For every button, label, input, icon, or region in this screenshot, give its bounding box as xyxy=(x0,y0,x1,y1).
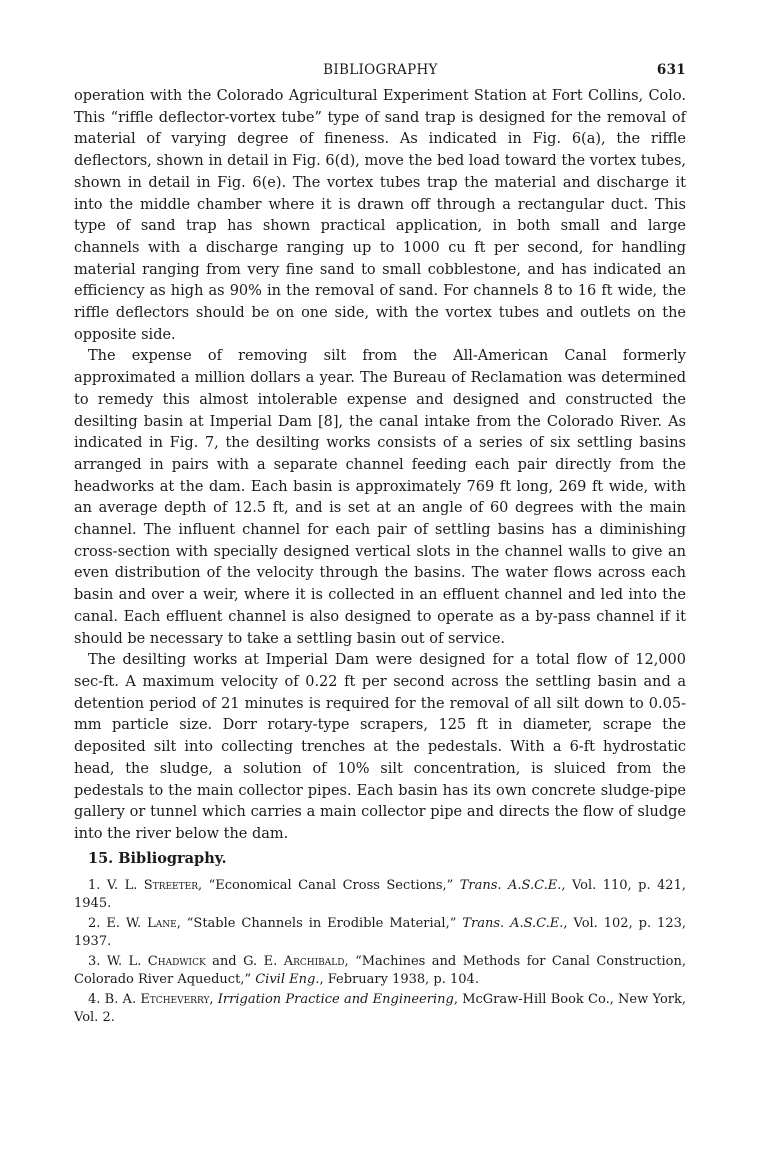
bibliography-entry: 2. E. W. Lane, “Stable Channels in Erodible Material,” Trans. A.S.C.E., Vol. 102, p. 123, 1937. xyxy=(74,915,687,950)
bibliography-entry: 1. V. L. Streeter, “Economical Canal Cross Sections,” Trans. A.S.C.E., Vol. 110, p. 421, 1945. xyxy=(74,877,686,912)
page xyxy=(74,62,686,1029)
paragraph-1: operation with the Colorado Agricultural Experiment Station at Fort Collins, Colo. This “riffle deflector-vortex tube” type of sand trap is designed for the removal of material of varying degree of fineness. As indicated in Fig. 6(a), the riffle deflectors, shown in detail in Fig. 6(d), move the bed load toward the vortex tubes, shown in detail in Fig. 6(e). The vortex tubes trap the material and discharge it into the middle chamber where it is drawn off through a rectangular duct. This type of sand trap has shown practical application, in both small and large channels with a discharge ranging up to 1000 cu ft per second, for handling material ranging from very fine sand to small cobblestone, and has indicated an efficiency as high as 90% in the removal of sand. For channels 8 to 16 ft wide, the riffle deflectors should be on one side, with the vortex tubes and outlets on the opposite side. xyxy=(74,88,686,343)
bibliography-list xyxy=(74,877,686,1028)
paragraph-2: The expense of removing silt from the All-American Canal formerly approximated a million dollars a year. The Bureau of Reclamation was determined to remedy this almost intolerable expense and designed and constructed the desilting basin at Imperial Dam [8], the canal intake from the Colorado River. As indicated in Fig. 7, the desilting works consists of a series of six settling basins arranged in pairs with a separate channel feeding each pair directly from the headworks at the dam. Each basin is approximately 769 ft long, 269 ft wide, with an average depth of 12.5 ft, and is set at an angle of 60 degrees with the main channel. The influent channel for each pair of settling basins has a diminishing cross-section with specially designed vertical slots in the channel walls to give an even distribution of the velocity through the basins. The water flows across each basin and over a weir, where it is collected in an effluent channel and led into the canal. Each effluent channel is also designed to operate as a by-pass channel if it should be necessary to take a settling basin out of service. xyxy=(74,348,686,647)
running-header xyxy=(74,62,686,78)
entry-author-2: G. E. Archibald xyxy=(243,953,345,969)
section-heading xyxy=(74,848,686,869)
entry-journal: Civil Eng. xyxy=(255,972,320,988)
section-title: Bibliography. xyxy=(118,849,227,867)
body-text xyxy=(74,86,686,846)
entry-journal: Irrigation Practice and Engineering xyxy=(217,991,454,1007)
entry-author: W. L. Chadwick xyxy=(106,953,206,969)
section-number: 15. xyxy=(88,849,114,867)
entry-author: E. W. Lane xyxy=(106,915,177,931)
page-number: 631 xyxy=(656,62,686,78)
entry-journal: Trans. A.S.C.E. xyxy=(462,915,564,931)
bibliography-entry: 4. B. A. Etcheverry, Irrigation Practice and Engineering, McGraw-Hill Book Co., New York, Vol. 2. xyxy=(74,991,686,1026)
running-title: BIBLIOGRAPHY xyxy=(323,62,438,78)
entry-author: B. A. Etcheverry xyxy=(104,991,210,1007)
bibliography-entry: 3. W. L. Chadwick and G. E. Archibald, “Machines and Methods for Canal Construction, Colorado River Aqueduct,” Civil Eng., February 1938, p. 104. xyxy=(74,953,686,988)
entry-author: V. L. Streeter xyxy=(106,877,198,893)
paragraph-3: The desilting works at Imperial Dam were designed for a total flow of 12,000 sec-ft. A maximum velocity of 0.22 ft per second across the settling basin and a detention period of 21 minutes is required for the removal of all silt down to 0.05-mm particle size. Dorr rotary-type scrapers, 125 ft in diameter, scrape the deposited silt into collecting trenches at the pedestals. With a 6-ft hydrostatic head, the sludge, a solution of 10% silt concentration, is sluiced from the pedestals to the main collector pipes. Each basin has its own concrete sludge-pipe gallery or tunnel which carries a main collector pipe and directs the flow of sludge into the river below the dam. xyxy=(74,652,686,842)
entry-journal: Trans. A.S.C.E. xyxy=(459,877,562,893)
